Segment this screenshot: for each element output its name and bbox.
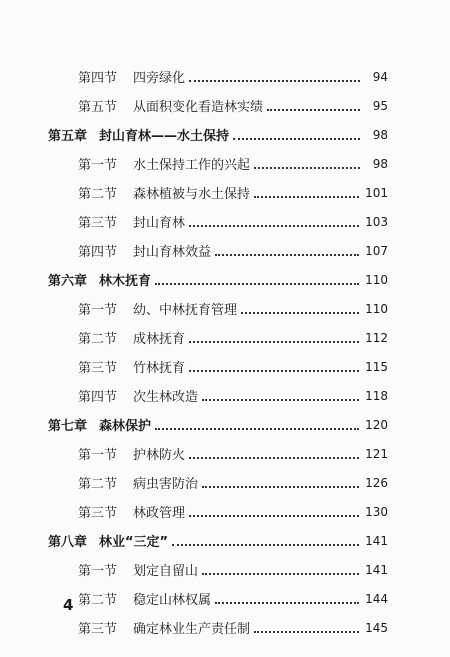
dot-leader — [215, 602, 359, 604]
entry-number: 第三节 — [78, 216, 118, 231]
entry-number: 第四节 — [78, 71, 118, 86]
entry-page-number: 130 — [365, 504, 388, 519]
toc-section-entry[interactable] — [48, 468, 388, 497]
toc-section-entry[interactable] — [48, 91, 388, 120]
entry-number: 第一节 — [78, 564, 118, 579]
entry-number: 第五章 — [48, 129, 88, 144]
toc-section-entry[interactable] — [48, 149, 388, 178]
toc-section-entry[interactable] — [48, 323, 388, 352]
entry-title: 护林防火 — [133, 448, 186, 463]
dot-leader — [189, 341, 359, 343]
dot-leader — [189, 370, 359, 372]
toc-chapter-entry[interactable] — [48, 526, 388, 555]
entry-page-number: 115 — [365, 359, 388, 374]
toc-chapter-entry[interactable] — [48, 410, 388, 439]
dot-leader — [215, 254, 359, 256]
entry-number: 第六章 — [48, 274, 88, 289]
dot-leader — [202, 486, 359, 488]
dot-leader — [189, 457, 359, 459]
dot-leader — [254, 196, 359, 198]
entry-page-number: 112 — [365, 330, 388, 345]
entry-page-number: 118 — [365, 388, 388, 403]
dot-leader — [202, 573, 359, 575]
entry-number: 第四节 — [78, 245, 118, 260]
entry-title: 病虫害防治 — [133, 477, 199, 492]
toc-section-entry[interactable] — [48, 294, 388, 323]
dot-leader — [254, 631, 359, 633]
entry-page-number: 103 — [365, 214, 388, 229]
entry-title: 封山育林效益 — [133, 245, 212, 260]
entry-title: 四旁绿化 — [133, 71, 186, 86]
entry-number: 第三节 — [78, 622, 118, 637]
entry-title: 划定自留山 — [133, 564, 199, 579]
entry-page-number: 145 — [365, 620, 388, 635]
dot-leader — [155, 428, 359, 430]
toc-section-entry[interactable] — [48, 178, 388, 207]
toc-section-entry[interactable] — [48, 555, 388, 584]
entry-number: 第一节 — [78, 158, 118, 173]
toc-section-entry[interactable] — [48, 381, 388, 410]
entry-number: 第一节 — [78, 448, 118, 463]
entry-page-number: 141 — [365, 533, 388, 548]
entry-title: 封山育林——水土保持 — [99, 129, 230, 144]
entry-page-number: 144 — [365, 591, 388, 606]
toc-section-entry[interactable] — [48, 207, 388, 236]
entry-number: 第四节 — [78, 390, 118, 405]
entry-title: 幼、中林抚育管理 — [133, 303, 238, 318]
dot-leader — [155, 283, 359, 285]
entry-title: 森林保护 — [99, 419, 152, 434]
entry-title: 竹林抚育 — [133, 361, 186, 376]
dot-leader — [202, 399, 359, 401]
dot-leader — [267, 109, 360, 111]
entry-page-number: 98 — [372, 127, 388, 142]
entry-number: 第五节 — [78, 100, 118, 115]
entry-title: 从面积变化看造林实绩 — [133, 100, 264, 115]
dot-leader — [189, 225, 359, 227]
toc-section-entry[interactable] — [48, 497, 388, 526]
entry-number: 第一节 — [78, 303, 118, 318]
dot-leader — [254, 167, 360, 169]
entry-page-number: 141 — [365, 562, 388, 577]
dot-leader — [241, 312, 359, 314]
entry-page-number: 107 — [365, 243, 388, 258]
toc-chapter-entry[interactable] — [48, 120, 388, 149]
entry-title: 林木抚育 — [99, 274, 152, 289]
entry-title: 稳定山林权属 — [133, 593, 212, 608]
entry-number: 第二节 — [78, 187, 118, 202]
toc-section-entry[interactable] — [48, 584, 388, 613]
toc-section-entry[interactable] — [48, 613, 388, 642]
toc-chapter-entry[interactable] — [48, 265, 388, 294]
dot-leader — [189, 80, 360, 82]
entry-number: 第二节 — [78, 332, 118, 347]
entry-title: 森林植被与水土保持 — [133, 187, 251, 202]
dot-leader — [172, 544, 359, 546]
table-of-contents — [48, 62, 388, 642]
entry-page-number: 95 — [372, 98, 388, 113]
entry-page-number: 126 — [365, 475, 388, 490]
entry-page-number: 98 — [372, 156, 388, 171]
entry-title: 成林抚育 — [133, 332, 186, 347]
entry-page-number: 110 — [365, 272, 388, 287]
entry-page-number: 94 — [372, 69, 388, 84]
entry-number: 第三节 — [78, 506, 118, 521]
dot-leader — [233, 138, 360, 140]
toc-section-entry[interactable] — [48, 439, 388, 468]
entry-number: 第三节 — [78, 361, 118, 376]
page-number: 4 — [63, 596, 74, 614]
toc-section-entry[interactable] — [48, 62, 388, 91]
entry-page-number: 101 — [365, 185, 388, 200]
entry-title: 林业“三定” — [99, 535, 169, 550]
entry-page-number: 110 — [365, 301, 388, 316]
entry-number: 第二节 — [78, 477, 118, 492]
entry-number: 第七章 — [48, 419, 88, 434]
toc-section-entry[interactable] — [48, 236, 388, 265]
entry-title: 林政管理 — [133, 506, 186, 521]
dot-leader — [189, 515, 359, 517]
entry-number: 第二节 — [78, 593, 118, 608]
entry-number: 第八章 — [48, 535, 88, 550]
entry-title: 确定林业生产责任制 — [133, 622, 251, 637]
entry-title: 封山育林 — [133, 216, 186, 231]
entry-title: 水土保持工作的兴起 — [133, 158, 251, 173]
entry-title: 次生林改造 — [133, 390, 199, 405]
entry-page-number: 121 — [365, 446, 388, 461]
entry-page-number: 120 — [365, 417, 388, 432]
toc-section-entry[interactable] — [48, 352, 388, 381]
